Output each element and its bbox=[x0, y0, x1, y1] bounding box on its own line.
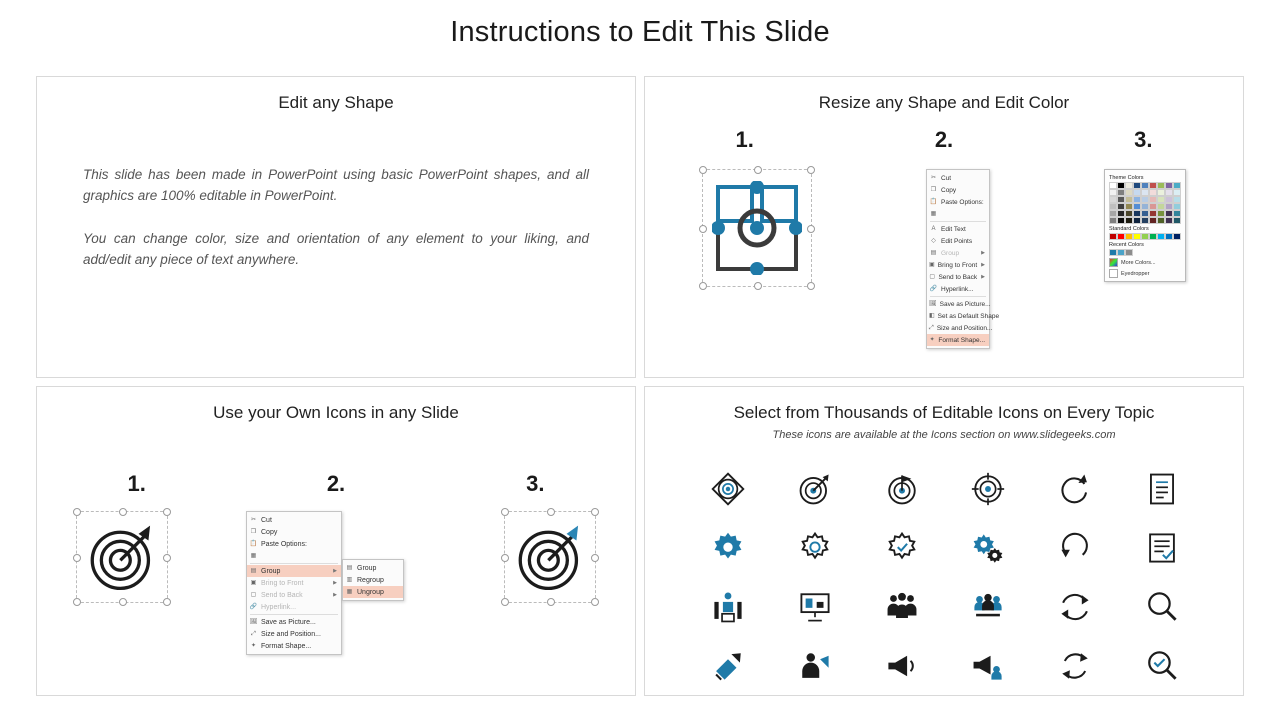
paste-swatches-icon: ▦ bbox=[930, 211, 937, 217]
color-swatch[interactable] bbox=[1157, 233, 1165, 240]
theme-colors-label: Theme Colors bbox=[1109, 175, 1144, 181]
chevron-right-icon: ▶ bbox=[333, 592, 337, 598]
puzzle-target-icon bbox=[712, 181, 802, 275]
context-menu-item[interactable]: ❐ Copy bbox=[930, 186, 957, 194]
resize-handle-middle-left[interactable] bbox=[73, 554, 81, 562]
megaphone-up-icon[interactable] bbox=[711, 649, 745, 683]
edit-points-icon: ◇ bbox=[931, 238, 936, 244]
resize-step-numbers bbox=[645, 127, 1243, 153]
color-swatch[interactable] bbox=[1109, 182, 1117, 189]
resize-handle-top-center[interactable] bbox=[754, 166, 762, 174]
step-number-1: 1. bbox=[127, 471, 146, 496]
megaphone-side-icon[interactable] bbox=[885, 649, 919, 683]
panel-title-own-icons: Use your Own Icons in any Slide bbox=[213, 403, 459, 422]
target-dart-icon[interactable] bbox=[798, 472, 832, 506]
target-crosshair-icon[interactable] bbox=[971, 472, 1005, 506]
group-icon: ▤ bbox=[250, 568, 257, 574]
edit-shape-paragraph-1: This slide has been made in PowerPoint using basic PowerPoint shapes, and all graphics are 100% editable in PowerPoint. bbox=[83, 167, 589, 203]
dart-target-selected-figure-1[interactable] bbox=[76, 511, 168, 603]
color-swatch[interactable] bbox=[1109, 233, 1117, 240]
menu-separator bbox=[930, 221, 986, 222]
color-swatch[interactable] bbox=[1109, 249, 1117, 256]
more-colors-button[interactable]: More Colors... bbox=[1109, 258, 1181, 267]
resize-handle-bottom-right[interactable] bbox=[591, 598, 599, 606]
context-menu-item[interactable]: 🔗 Hyperlink... bbox=[929, 285, 974, 293]
context-menu-item[interactable]: ◧ Set as Default Shape bbox=[929, 312, 1000, 320]
group-submenu[interactable] bbox=[342, 559, 404, 601]
size-position-icon: ⤢ bbox=[251, 631, 256, 637]
color-picker-panel[interactable] bbox=[1104, 169, 1186, 282]
resize-handle-middle-right[interactable] bbox=[591, 554, 599, 562]
resize-handle-bottom-left[interactable] bbox=[699, 282, 707, 290]
megaphone-person-icon[interactable] bbox=[971, 649, 1005, 683]
standard-colors-row[interactable] bbox=[1109, 233, 1181, 240]
menu-separator bbox=[930, 296, 986, 297]
save-picture-icon: 🖼 bbox=[929, 301, 937, 307]
resize-handle-middle-left[interactable] bbox=[501, 554, 509, 562]
resize-handle-top-left[interactable] bbox=[73, 508, 81, 516]
magnifier-icon[interactable] bbox=[1145, 590, 1179, 624]
resize-handle-bottom-right[interactable] bbox=[163, 598, 171, 606]
panel-title-resize-shape: Resize any Shape and Edit Color bbox=[818, 93, 1070, 112]
submenu-item-group[interactable]: ▤ Group bbox=[346, 564, 377, 572]
gear-check-icon[interactable] bbox=[885, 531, 919, 565]
person-speaking-icon[interactable] bbox=[798, 649, 832, 683]
resize-handle-top-right[interactable] bbox=[163, 508, 171, 516]
context-menu-item[interactable]: 🖼 Save as Picture... bbox=[249, 618, 316, 626]
resize-handle-bottom-left[interactable] bbox=[501, 598, 509, 606]
panel-subtitle-editable-icons: These icons are available at the Icons section on www.slidegeeks.com bbox=[772, 429, 1116, 441]
step-number-3: 3. bbox=[1134, 127, 1153, 152]
icon-context-menu[interactable] bbox=[246, 511, 342, 655]
color-swatch[interactable] bbox=[1149, 233, 1157, 240]
resize-figures bbox=[645, 169, 1243, 349]
color-swatch[interactable] bbox=[1117, 233, 1125, 240]
save-picture-icon: 🖼 bbox=[249, 619, 258, 625]
chevron-right-icon: ▶ bbox=[333, 568, 337, 574]
edit-text-icon: A bbox=[931, 226, 936, 232]
size-position-icon: ⤢ bbox=[929, 325, 934, 331]
resize-handle-bottom-center[interactable] bbox=[547, 598, 555, 606]
context-menu-item[interactable]: ▢ Send to Back ▶ bbox=[929, 273, 985, 281]
context-menu-item[interactable]: ◇ Edit Points bbox=[927, 235, 989, 247]
paste-icon: 📋 bbox=[929, 199, 938, 205]
color-swatch[interactable] bbox=[1125, 249, 1133, 256]
recent-colors-label: Recent Colors bbox=[1109, 242, 1144, 248]
context-menu-item[interactable]: 📋 Paste Options: bbox=[929, 198, 984, 206]
format-shape-icon: ✦ bbox=[250, 643, 257, 649]
shape-context-menu[interactable] bbox=[926, 169, 1000, 349]
color-swatch[interactable] bbox=[1141, 233, 1149, 240]
chevron-right-icon: ▶ bbox=[981, 262, 985, 268]
menu-separator bbox=[250, 563, 338, 564]
hyperlink-icon: 🔗 bbox=[929, 286, 938, 292]
panel-editable-icons bbox=[644, 386, 1244, 696]
context-menu-item[interactable]: ▣ Bring to Front ▶ bbox=[929, 261, 985, 269]
gear-solid-icon[interactable] bbox=[711, 531, 745, 565]
chevron-right-icon: ▶ bbox=[981, 274, 985, 280]
theme-tints-grid[interactable] bbox=[1109, 189, 1181, 224]
default-shape-icon: ◧ bbox=[929, 313, 935, 319]
people-group-icon[interactable] bbox=[885, 590, 919, 624]
page-title: Instructions to Edit This Slide bbox=[450, 16, 830, 48]
resize-handle-top-center[interactable] bbox=[119, 508, 127, 516]
step-number-1: 1. bbox=[735, 127, 754, 152]
icon-context-menu-wrapper bbox=[246, 511, 426, 650]
rotate-arrow-icon[interactable] bbox=[1058, 531, 1092, 565]
color-swatch[interactable] bbox=[1117, 249, 1125, 256]
resize-handle-middle-right[interactable] bbox=[163, 554, 171, 562]
ungroup-icon: ▦ bbox=[346, 589, 353, 595]
paste-swatches-icon: ▦ bbox=[250, 553, 257, 559]
format-shape-icon: ✦ bbox=[929, 337, 935, 343]
group-icon: ▤ bbox=[930, 250, 937, 256]
palette-icon bbox=[1109, 258, 1118, 267]
resize-handle-middle-left[interactable] bbox=[699, 225, 707, 233]
circular-arrows-icon[interactable] bbox=[1058, 649, 1092, 683]
panel-title-edit-shape: Edit any Shape bbox=[278, 93, 394, 112]
resize-handle-bottom-center[interactable] bbox=[119, 598, 127, 606]
magnifier-check-icon[interactable] bbox=[1145, 649, 1179, 683]
color-swatch[interactable] bbox=[1165, 182, 1173, 189]
chevron-right-icon: ▶ bbox=[333, 580, 337, 586]
scissors-icon: ✂ bbox=[930, 175, 937, 181]
color-swatch[interactable] bbox=[1157, 182, 1165, 189]
document-list-icon[interactable] bbox=[1145, 472, 1179, 506]
refresh-arrow-icon[interactable] bbox=[1058, 472, 1092, 506]
panel-title-editable-icons: Select from Thousands of Editable Icons on Every Topic bbox=[733, 403, 1155, 422]
resize-handle-top-right[interactable] bbox=[591, 508, 599, 516]
step-number-2: 2. bbox=[934, 127, 954, 152]
submenu-item-regroup[interactable]: ▥ Regroup bbox=[346, 576, 384, 584]
person-podium-icon[interactable] bbox=[711, 590, 745, 624]
gear-dual-icon[interactable] bbox=[971, 531, 1005, 565]
color-swatch[interactable] bbox=[1125, 182, 1133, 189]
document-check-icon[interactable] bbox=[1145, 531, 1179, 565]
paste-options-swatches[interactable] bbox=[927, 208, 989, 220]
context-menu-item[interactable]: 🖼 Save as Picture... bbox=[929, 300, 991, 308]
color-swatch[interactable] bbox=[1165, 233, 1173, 240]
own-icons-step-numbers bbox=[37, 471, 635, 497]
eyedropper-icon bbox=[1109, 269, 1118, 278]
context-menu-item[interactable]: ✂ Cut bbox=[930, 174, 952, 182]
context-menu-item[interactable]: ❐ Copy bbox=[250, 528, 278, 536]
recent-colors-row[interactable] bbox=[1109, 249, 1181, 256]
resize-handle-middle-right[interactable] bbox=[807, 225, 815, 233]
theme-colors-row[interactable] bbox=[1109, 182, 1181, 189]
color-swatch[interactable] bbox=[1141, 182, 1149, 189]
context-menu-item[interactable]: ⤢ Size and Position... bbox=[929, 324, 993, 332]
context-menu-item[interactable]: A Edit Text bbox=[927, 223, 989, 235]
context-menu-item[interactable]: ▣ Bring to Front ▶ bbox=[250, 579, 337, 587]
context-menu-item[interactable]: ▢ Send to Back ▶ bbox=[250, 591, 337, 599]
target-dart-icon bbox=[84, 519, 160, 595]
color-swatch[interactable] bbox=[1125, 233, 1133, 240]
dart-target-selected-figure-2[interactable] bbox=[504, 511, 596, 603]
color-swatch[interactable] bbox=[1149, 182, 1157, 189]
resize-handle-top-left[interactable] bbox=[699, 166, 707, 174]
resize-handle-bottom-center[interactable] bbox=[754, 282, 762, 290]
color-swatch[interactable] bbox=[1173, 233, 1181, 240]
edit-shape-paragraph-2: You can change color, size and orientation of any element to your liking, and add/edit any piece of text anywhere. bbox=[83, 230, 589, 267]
standard-colors-label: Standard Colors bbox=[1109, 226, 1149, 232]
context-menu-item[interactable]: 📋 Paste Options: bbox=[249, 540, 307, 548]
team-meeting-icon[interactable] bbox=[971, 590, 1005, 624]
context-menu-item[interactable]: ▤ Group ▶ bbox=[930, 249, 985, 257]
own-icons-figures bbox=[37, 511, 635, 650]
regroup-icon: ▥ bbox=[346, 577, 353, 583]
copy-icon: ❐ bbox=[250, 529, 257, 535]
hyperlink-icon: 🔗 bbox=[249, 604, 258, 610]
color-swatch[interactable] bbox=[1117, 182, 1125, 189]
context-menu-item[interactable]: 🔗 Hyperlink... bbox=[249, 603, 297, 611]
context-menu-item[interactable]: ✦ Format Shape... bbox=[250, 642, 312, 650]
panel-own-icons bbox=[36, 386, 636, 696]
step-number-2: 2. bbox=[326, 471, 346, 496]
send-back-icon: ▢ bbox=[250, 592, 257, 598]
eyedropper-button[interactable]: Eyedropper bbox=[1109, 269, 1181, 278]
bring-front-icon: ▣ bbox=[929, 262, 935, 268]
group-icon: ▤ bbox=[346, 565, 353, 571]
step-number-3: 3. bbox=[526, 471, 545, 496]
resize-handle-top-center[interactable] bbox=[547, 508, 555, 516]
panel-resize-shape bbox=[644, 76, 1244, 378]
color-swatch[interactable] bbox=[1133, 233, 1141, 240]
paste-options-swatches[interactable] bbox=[247, 550, 341, 562]
context-menu-item-format-shape[interactable]: ✦ Format Shape... bbox=[927, 334, 989, 346]
bring-front-icon: ▣ bbox=[250, 580, 257, 586]
color-swatch[interactable] bbox=[1173, 182, 1181, 189]
context-menu-item-group[interactable]: ▤ Group ▶ bbox=[247, 565, 341, 577]
resize-handle-top-right[interactable] bbox=[807, 166, 815, 174]
chevron-right-icon: ▶ bbox=[981, 250, 985, 256]
target-diamond-icon[interactable] bbox=[711, 472, 745, 506]
cycle-arrows-icon[interactable] bbox=[1058, 590, 1092, 624]
menu-separator bbox=[250, 614, 338, 615]
submenu-item-ungroup[interactable]: ▦ Ungroup bbox=[343, 586, 403, 598]
icon-gallery-grid bbox=[685, 459, 1205, 695]
target-flag-icon[interactable] bbox=[885, 472, 919, 506]
gear-outline-icon[interactable] bbox=[798, 531, 832, 565]
color-swatch[interactable] bbox=[1133, 182, 1141, 189]
scissors-icon: ✂ bbox=[250, 517, 257, 523]
target-dart-icon bbox=[512, 519, 588, 595]
send-back-icon: ▢ bbox=[929, 274, 936, 280]
resize-handle-bottom-right[interactable] bbox=[807, 282, 815, 290]
context-menu-item[interactable]: ✂ Cut bbox=[250, 516, 272, 524]
paste-icon: 📋 bbox=[249, 541, 258, 547]
context-menu-item[interactable]: ⤢ Size and Position... bbox=[247, 628, 341, 640]
selected-shape-figure[interactable] bbox=[702, 169, 812, 287]
copy-icon: ❐ bbox=[930, 187, 937, 193]
resize-handle-bottom-left[interactable] bbox=[73, 598, 81, 606]
resize-handle-top-left[interactable] bbox=[501, 508, 509, 516]
panel-edit-any-shape bbox=[36, 76, 636, 378]
presentation-board-icon[interactable] bbox=[798, 590, 832, 624]
